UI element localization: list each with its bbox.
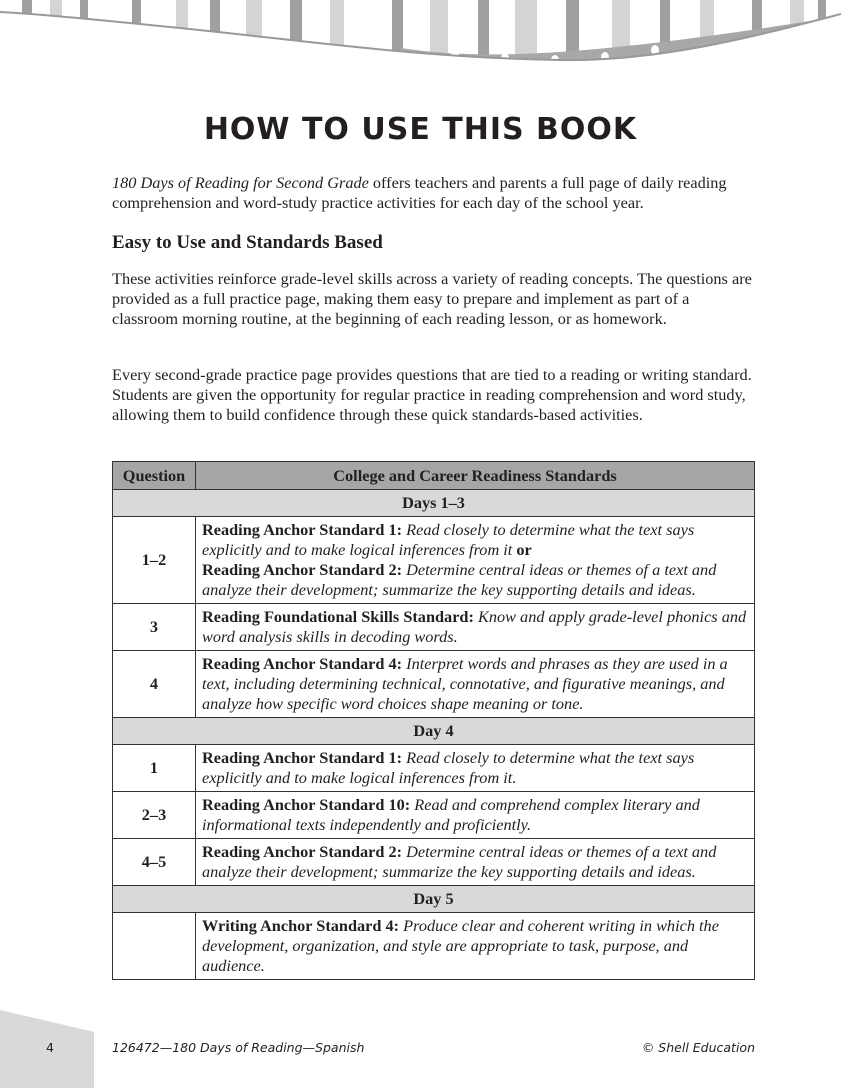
question-number: 4: [113, 651, 196, 718]
standard-label: Reading Anchor Standard 2:: [202, 560, 403, 579]
book-title: 180 Days of Reading for Second Grade: [112, 173, 369, 192]
day-group-row: [113, 490, 755, 517]
table-row: [113, 913, 755, 980]
day-label: Day 5: [113, 886, 755, 913]
standard-label: Reading Foundational Skills Standard:: [202, 607, 474, 626]
day-group-row: [113, 718, 755, 745]
question-number: 2–3: [113, 792, 196, 839]
standard-label: Writing Anchor Standard 4:: [202, 916, 400, 935]
standard-cell: [196, 792, 755, 839]
question-number: 3: [113, 604, 196, 651]
table-row: [113, 792, 755, 839]
standard-cell: [196, 745, 755, 792]
page-title: HOW TO USE THIS BOOK: [203, 112, 638, 147]
standard-cell: [196, 839, 755, 886]
standard-text: Read closely to determine what the text says explicitly and to make logical inferences from it.: [202, 748, 695, 787]
paragraph: Every second-grade practice page provides questions that are tied to a reading or writing standard. Students are given the opportunity for regular practice in reading comprehension and word study, allowing them to build confidence through these quick standards-based activities.: [112, 365, 752, 424]
book-info: 126472—180 Days of Reading—Spanish: [112, 1040, 365, 1055]
table-row: [113, 745, 755, 792]
question-number: 1–2: [113, 517, 196, 604]
standard-text: Produce clear and coherent writing in which the development, organization, and style are appropriate to task, purpose, and audience.: [202, 916, 719, 975]
intro-text: offers teachers and parents a full page of daily reading comprehension and word-study practice activities for each day of the school year.: [112, 173, 727, 212]
standard-cell: [196, 913, 755, 980]
section-heading: Easy to Use and Standards Based: [112, 232, 383, 253]
table-row: [113, 517, 755, 604]
standard-text: Determine central ideas or themes of a text and analyze their development; summarize the key supporting details and ideas.: [202, 560, 717, 599]
page-number: 4: [46, 1040, 54, 1055]
standard-text: Read and comprehend complex literary and informational texts independently and proficiently.: [202, 795, 700, 834]
standard-label: Reading Anchor Standard 2:: [202, 842, 403, 861]
question-number: 1: [113, 745, 196, 792]
intro-paragraph: [112, 173, 752, 213]
standard-text: Know and apply grade-level phonics and word analysis skills in decoding words.: [202, 607, 747, 646]
day-group-row: [113, 886, 755, 913]
standard-label: Reading Anchor Standard 4:: [202, 654, 403, 673]
standards-table: [112, 461, 755, 980]
standard-text: Interpret words and phrases as they are used in a text, including determining technical, connotative, and figurative meanings, and analyze how specific word choices shape meaning or tone.: [202, 654, 728, 713]
standard-text: Read closely to determine what the text says explicitly and to make logical inferences from it: [202, 520, 695, 559]
standard-cell: [196, 651, 755, 718]
table-row: [113, 651, 755, 718]
column-header-question: Question: [113, 462, 196, 490]
day-label: Day 4: [113, 718, 755, 745]
table-row: [113, 604, 755, 651]
standard-cell: [196, 517, 755, 604]
paragraph: These activities reinforce grade-level skills across a variety of reading concepts. The questions are provided as a full practice page, making them easy to prepare and implement as part of a classroom morning routine, at the beginning of each reading lesson, or as homework.: [112, 269, 752, 328]
standard-cell: [196, 604, 755, 651]
question-number: [113, 913, 196, 980]
standard-label: Reading Anchor Standard 10:: [202, 795, 411, 814]
standard-label: Reading Anchor Standard 1:: [202, 520, 403, 539]
table-row: [113, 839, 755, 886]
decorative-stripe-banner: [0, 0, 841, 70]
standard-joiner: or: [512, 540, 532, 559]
standard-text: Determine central ideas or themes of a text and analyze their development; summarize the key supporting details and ideas.: [202, 842, 717, 881]
standard-label: Reading Anchor Standard 1:: [202, 748, 403, 767]
copyright: © Shell Education: [641, 1040, 755, 1055]
column-header-standards: College and Career Readiness Standards: [196, 462, 755, 490]
question-number: 4–5: [113, 839, 196, 886]
day-label: Days 1–3: [113, 490, 755, 517]
